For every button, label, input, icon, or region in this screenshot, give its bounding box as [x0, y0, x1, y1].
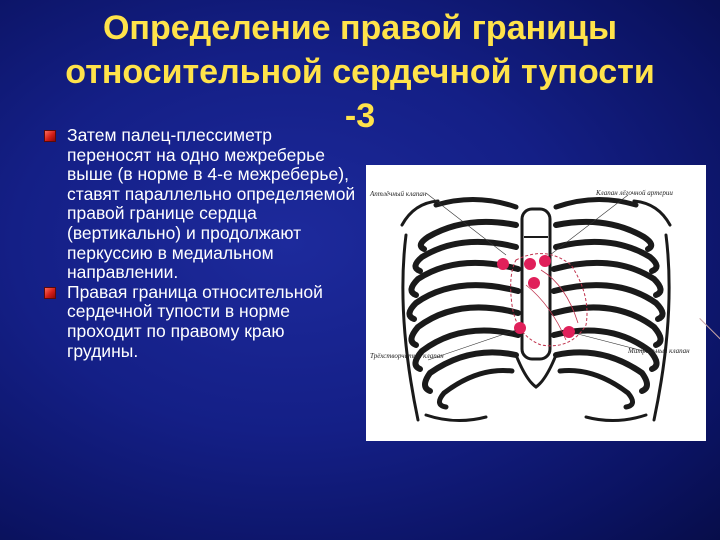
- bullet-text-2: Правая граница относительной сердечной тупости в норме проходит по правому краю грудины.: [67, 281, 323, 361]
- title-line-2: относительной сердечной тупости: [65, 53, 655, 91]
- bullet-text-1: Затем палец-плессиметр переносят на одно межреберье выше (в норме в 4-е межреберье), ставят параллельно определяемой правой границе сердца (вертикально) и продолжают перкуссию в медиальном направлении.: [67, 125, 356, 283]
- title-line-3: -3: [344, 97, 376, 135]
- bullet-item: [40, 126, 358, 283]
- ribcage-illustration: [366, 165, 706, 441]
- bullet-list: [40, 126, 358, 361]
- label-top-right: Клапан лёгочной артерии: [596, 189, 673, 197]
- slide-title: [20, 6, 700, 138]
- label-bottom-right: Митральный клапан: [628, 347, 690, 355]
- label-top-left: Аптлёчный клапан: [370, 190, 427, 198]
- bullet-square-icon: [44, 130, 56, 142]
- chest-diagram-figure: [366, 165, 706, 441]
- label-bottom-left: Трёхстворчатый клапан: [370, 352, 444, 360]
- bullet-item: [40, 283, 358, 361]
- bullet-square-icon: [44, 287, 56, 299]
- title-line-1: Определение правой границы: [102, 9, 617, 47]
